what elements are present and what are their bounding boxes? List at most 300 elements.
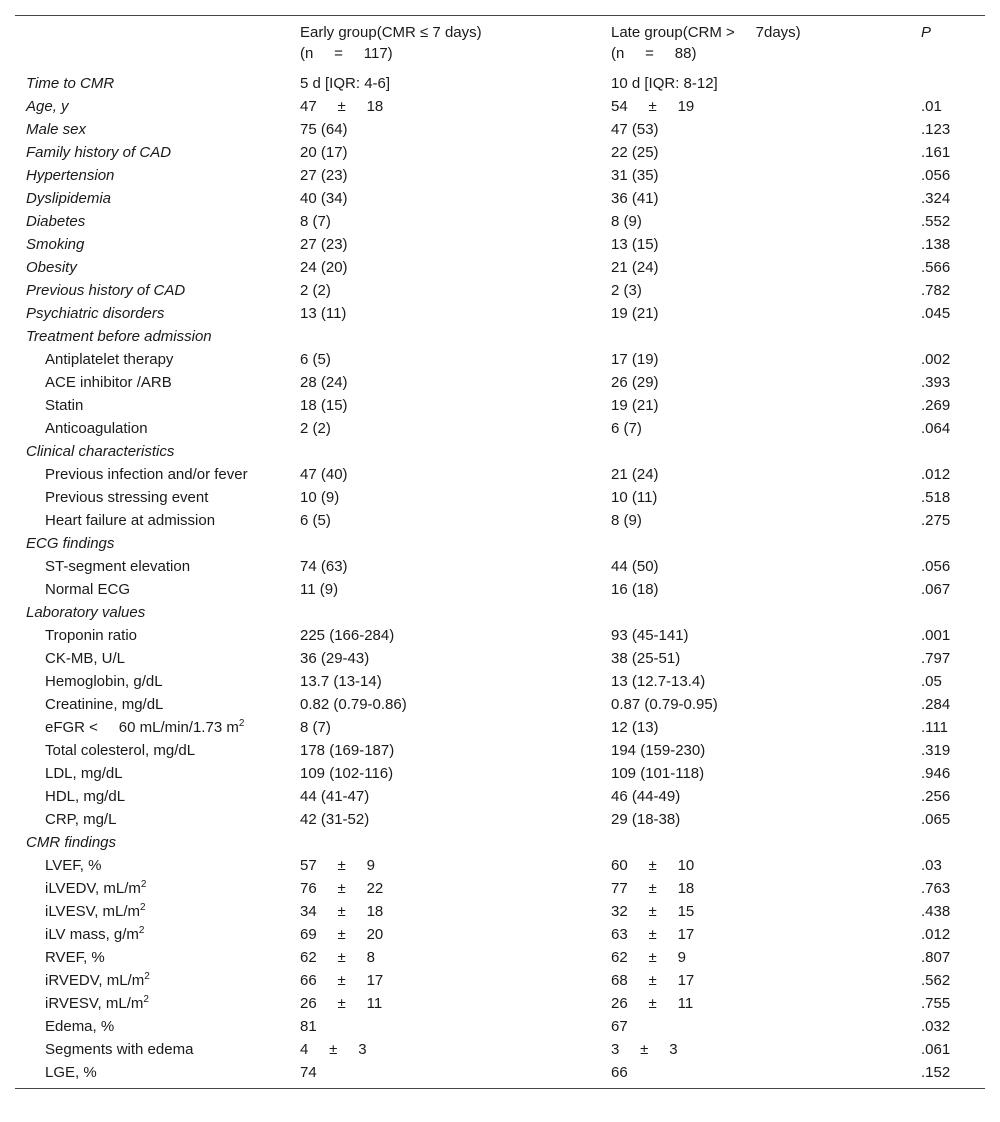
early-group-value: 8 (7) <box>300 213 331 230</box>
p-value: .552 <box>921 213 951 230</box>
row-label <box>15 118 289 141</box>
p-value: .002 <box>921 351 951 368</box>
p-value: .045 <box>921 305 951 322</box>
row-label <box>15 739 289 762</box>
late-group-cell <box>600 693 910 716</box>
late-group-cell <box>600 900 910 923</box>
table-row <box>15 624 985 647</box>
p-value-cell <box>910 187 985 210</box>
p-value: .755 <box>921 995 951 1012</box>
row-label-text: ECG findings <box>26 535 115 552</box>
section-row <box>15 601 985 624</box>
p-value-cell <box>910 463 985 486</box>
late-group-cell <box>600 279 910 302</box>
early-group-cell <box>289 509 600 532</box>
late-group-cell <box>600 302 910 325</box>
early-group-value: 225 (166-284) <box>300 627 395 644</box>
p-value-cell <box>910 900 985 923</box>
early-group-value: 57 ± 9 <box>300 857 375 874</box>
early-group-cell <box>289 394 600 417</box>
early-group-value: 69 ± 20 <box>300 926 384 943</box>
table-row <box>15 716 985 739</box>
table-row <box>15 70 985 95</box>
p-value-cell <box>910 233 985 256</box>
row-label <box>15 417 289 440</box>
row-label-text: Clinical characteristics <box>26 443 175 460</box>
table-row <box>15 187 985 210</box>
header-early-line2: (n = 117) <box>300 45 393 62</box>
early-group-value: 26 ± 11 <box>300 995 383 1012</box>
late-group-cell <box>600 95 910 118</box>
p-value: .03 <box>921 857 942 874</box>
row-label <box>15 877 289 900</box>
row-label <box>15 302 289 325</box>
early-group-value: 10 (9) <box>300 489 340 506</box>
late-group-cell <box>600 210 910 233</box>
section-label <box>15 440 289 463</box>
row-label-text: Obesity <box>26 259 77 276</box>
superscript: 2 <box>140 879 147 890</box>
p-value-cell <box>910 670 985 693</box>
early-group-value: 13.7 (13-14) <box>300 673 382 690</box>
early-group-cell <box>289 256 600 279</box>
late-group-cell <box>600 969 910 992</box>
late-group-cell <box>600 233 910 256</box>
p-value-cell <box>910 785 985 808</box>
early-group-cell <box>289 70 600 95</box>
row-label <box>15 70 289 95</box>
header-late-line1: Late group(CRM > 7days) <box>611 24 801 41</box>
section-row <box>15 831 985 854</box>
row-label-text: iLVEDV, mL/m <box>45 880 141 897</box>
p-value: .01 <box>921 98 942 115</box>
late-group-cell <box>600 118 910 141</box>
p-value: .319 <box>921 742 951 759</box>
late-group-cell <box>600 601 910 624</box>
late-group-cell <box>600 463 910 486</box>
row-label-text: Normal ECG <box>45 581 131 598</box>
late-group-value: 2 (3) <box>611 282 642 299</box>
row-label-text: RVEF, % <box>45 949 105 966</box>
p-value-cell <box>910 923 985 946</box>
early-group-cell <box>289 187 600 210</box>
early-group-cell <box>289 1038 600 1061</box>
table-row <box>15 233 985 256</box>
late-group-value: 0.87 (0.79-0.95) <box>611 696 718 713</box>
early-group-cell <box>289 279 600 302</box>
row-label-text: iRVESV, mL/m <box>45 995 144 1012</box>
row-label-text: Statin <box>45 397 84 414</box>
p-value-cell <box>910 693 985 716</box>
table-row <box>15 808 985 831</box>
early-group-cell <box>289 785 600 808</box>
table-row <box>15 509 985 532</box>
late-group-value: 68 ± 17 <box>611 972 695 989</box>
row-label <box>15 762 289 785</box>
p-value-cell <box>910 95 985 118</box>
row-label-text: Segments with edema <box>45 1041 194 1058</box>
early-group-value: 44 (41-47) <box>300 788 370 805</box>
late-group-value: 13 (12.7-13.4) <box>611 673 706 690</box>
row-label-text: Total colesterol, mg/dL <box>45 742 196 759</box>
row-label-text: LDL, mg/dL <box>45 765 123 782</box>
p-value-cell <box>910 279 985 302</box>
early-group-cell <box>289 670 600 693</box>
table-row <box>15 279 985 302</box>
late-group-cell <box>600 992 910 1015</box>
p-value-cell <box>910 210 985 233</box>
late-group-value: 13 (15) <box>611 236 659 253</box>
row-label-text: HDL, mg/dL <box>45 788 126 805</box>
header-row <box>15 16 985 70</box>
late-group-value: 3 ± 3 <box>611 1041 678 1058</box>
row-label <box>15 785 289 808</box>
row-label-text: Antiplatelet therapy <box>45 351 174 368</box>
row-label <box>15 1061 289 1088</box>
p-value-cell <box>910 1015 985 1038</box>
table-row <box>15 946 985 969</box>
row-label-text: Hypertension <box>26 167 115 184</box>
early-group-cell <box>289 693 600 716</box>
early-group-cell <box>289 532 600 555</box>
p-value-cell <box>910 440 985 463</box>
early-group-value: 75 (64) <box>300 121 348 138</box>
p-value-cell <box>910 348 985 371</box>
p-value: .393 <box>921 374 951 391</box>
early-group-cell <box>289 141 600 164</box>
early-group-cell <box>289 762 600 785</box>
row-label <box>15 348 289 371</box>
p-value: .324 <box>921 190 951 207</box>
row-label <box>15 716 289 739</box>
row-label <box>15 923 289 946</box>
late-group-cell <box>600 762 910 785</box>
p-value: .012 <box>921 466 951 483</box>
p-value-cell <box>910 992 985 1015</box>
row-label <box>15 647 289 670</box>
early-group-cell <box>289 486 600 509</box>
row-label-text: Family history of CAD <box>26 144 172 161</box>
row-label-text: Diabetes <box>26 213 86 230</box>
late-group-cell <box>600 716 910 739</box>
row-label <box>15 969 289 992</box>
early-group-cell <box>289 716 600 739</box>
early-group-cell <box>289 233 600 256</box>
table-row <box>15 164 985 187</box>
late-group-cell <box>600 532 910 555</box>
early-group-cell <box>289 900 600 923</box>
table-row <box>15 762 985 785</box>
table-row <box>15 670 985 693</box>
late-group-cell <box>600 486 910 509</box>
p-value-cell <box>910 624 985 647</box>
late-group-cell <box>600 394 910 417</box>
late-group-cell <box>600 509 910 532</box>
early-group-value: 13 (11) <box>300 305 347 322</box>
row-label-text: ST-segment elevation <box>45 558 191 575</box>
early-group-value: 74 <box>300 1064 317 1081</box>
p-value: .269 <box>921 397 951 414</box>
late-group-cell <box>600 854 910 877</box>
table-row <box>15 302 985 325</box>
row-label-text: iLVESV, mL/m <box>45 903 141 920</box>
p-value: .123 <box>921 121 951 138</box>
p-value: .032 <box>921 1018 951 1035</box>
section-label <box>15 532 289 555</box>
p-value: .05 <box>921 673 942 690</box>
late-group-cell <box>600 440 910 463</box>
p-value: .152 <box>921 1064 951 1081</box>
row-label-text: Age, y <box>26 98 69 115</box>
row-label-text: LGE, % <box>45 1064 97 1081</box>
table-row <box>15 1061 985 1088</box>
header-p-value: P <box>921 24 932 41</box>
p-value-cell <box>910 325 985 348</box>
late-group-value: 63 ± 17 <box>611 926 695 943</box>
late-group-value: 26 ± 11 <box>611 995 694 1012</box>
late-group-cell <box>600 187 910 210</box>
late-group-cell <box>600 877 910 900</box>
late-group-cell <box>600 808 910 831</box>
late-group-cell <box>600 670 910 693</box>
row-label-text: eFGR < 60 mL/min/1.73 m <box>45 719 239 736</box>
early-group-cell <box>289 739 600 762</box>
late-group-value: 19 (21) <box>611 305 659 322</box>
p-value: .782 <box>921 282 951 299</box>
section-label <box>15 325 289 348</box>
row-label <box>15 1038 289 1061</box>
early-group-value: 109 (102-116) <box>300 765 394 782</box>
late-group-cell <box>600 70 910 95</box>
late-group-cell <box>600 739 910 762</box>
late-group-cell <box>600 141 910 164</box>
row-label <box>15 394 289 417</box>
superscript: 2 <box>144 971 150 982</box>
late-group-cell <box>600 923 910 946</box>
bottom-rule <box>15 1088 985 1089</box>
p-value: .056 <box>921 558 951 575</box>
p-value: .566 <box>921 259 951 276</box>
row-label <box>15 670 289 693</box>
row-label <box>15 555 289 578</box>
p-value-cell <box>910 601 985 624</box>
early-group-cell <box>289 877 600 900</box>
late-group-value: 21 (24) <box>611 466 659 483</box>
late-group-cell <box>600 555 910 578</box>
p-value-cell <box>910 141 985 164</box>
p-value-cell <box>910 417 985 440</box>
early-group-cell <box>289 417 600 440</box>
p-value-cell <box>910 647 985 670</box>
row-label <box>15 509 289 532</box>
early-group-value: 27 (23) <box>300 236 348 253</box>
row-label-text: Previous infection and/or fever <box>45 466 248 483</box>
early-group-value: 36 (29-43) <box>300 650 370 667</box>
late-group-value: 10 (11) <box>611 489 658 506</box>
table-row <box>15 854 985 877</box>
late-group-value: 38 (25-51) <box>611 650 681 667</box>
p-value: .763 <box>921 880 951 897</box>
row-label-text: Previous history of CAD <box>26 282 186 299</box>
row-label-text: Creatinine, mg/dL <box>45 696 164 713</box>
p-value: .807 <box>921 949 951 966</box>
row-label-text: Time to CMR <box>26 75 115 92</box>
table-row <box>15 486 985 509</box>
late-group-value: 32 ± 15 <box>611 903 695 920</box>
early-group-cell <box>289 164 600 187</box>
early-group-value: 40 (34) <box>300 190 348 207</box>
row-label-text: Heart failure at admission <box>45 512 216 529</box>
p-value: .284 <box>921 696 951 713</box>
early-group-value: 8 (7) <box>300 719 331 736</box>
p-value-cell <box>910 831 985 854</box>
row-label-text: Smoking <box>26 236 85 253</box>
header-early-line1: Early group(CMR ≤ 7 days) <box>300 24 482 41</box>
p-value: .061 <box>921 1041 951 1058</box>
late-group-value: 67 <box>611 1018 628 1035</box>
row-label <box>15 1015 289 1038</box>
row-label <box>15 486 289 509</box>
p-value-cell <box>910 256 985 279</box>
p-value-cell <box>910 762 985 785</box>
late-group-cell <box>600 1015 910 1038</box>
row-label-text: Troponin ratio <box>45 627 137 644</box>
header-label <box>15 16 289 70</box>
row-label-text: iLV mass, g/m <box>45 926 139 943</box>
late-group-cell <box>600 1061 910 1088</box>
early-group-cell <box>289 1015 600 1038</box>
late-group-cell <box>600 647 910 670</box>
late-group-cell <box>600 417 910 440</box>
p-value: .946 <box>921 765 951 782</box>
table-row <box>15 417 985 440</box>
superscript: 2 <box>238 718 245 729</box>
row-label-text: Anticoagulation <box>45 420 148 437</box>
baseline-characteristics-table <box>15 15 985 1089</box>
early-group-value: 47 ± 18 <box>300 98 384 115</box>
p-value-cell <box>910 808 985 831</box>
early-group-cell <box>289 371 600 394</box>
row-label <box>15 371 289 394</box>
p-value: .138 <box>921 236 951 253</box>
p-value: .012 <box>921 926 951 943</box>
table-row <box>15 969 985 992</box>
early-group-cell <box>289 946 600 969</box>
table-row <box>15 371 985 394</box>
section-row <box>15 532 985 555</box>
table-row <box>15 348 985 371</box>
row-label <box>15 210 289 233</box>
p-value: .256 <box>921 788 951 805</box>
late-group-cell <box>600 325 910 348</box>
section-row <box>15 440 985 463</box>
p-value: .518 <box>921 489 951 506</box>
table-row <box>15 141 985 164</box>
row-label-text: Laboratory values <box>26 604 146 621</box>
late-group-value: 46 (44-49) <box>611 788 681 805</box>
table-row <box>15 992 985 1015</box>
late-group-value: 31 (35) <box>611 167 659 184</box>
early-group-value: 178 (169-187) <box>300 742 395 759</box>
p-value: .562 <box>921 972 951 989</box>
row-label <box>15 578 289 601</box>
late-group-value: 19 (21) <box>611 397 659 414</box>
row-label <box>15 854 289 877</box>
row-label-text: Treatment before admission <box>26 328 212 345</box>
p-value: .275 <box>921 512 951 529</box>
p-value: .111 <box>921 719 948 736</box>
late-group-value: 47 (53) <box>611 121 659 138</box>
p-value: .065 <box>921 811 951 828</box>
early-group-value: 2 (2) <box>300 282 331 299</box>
late-group-value: 17 (19) <box>611 351 659 368</box>
early-group-cell <box>289 348 600 371</box>
row-label <box>15 233 289 256</box>
p-value-cell <box>910 578 985 601</box>
late-group-value: 62 ± 9 <box>611 949 686 966</box>
p-value-cell <box>910 302 985 325</box>
p-value: .438 <box>921 903 951 920</box>
early-group-value: 47 (40) <box>300 466 348 483</box>
p-value-cell <box>910 118 985 141</box>
early-group-value: 24 (20) <box>300 259 348 276</box>
late-group-value: 60 ± 10 <box>611 857 695 874</box>
table-row <box>15 739 985 762</box>
row-label-text: CK-MB, U/L <box>45 650 126 667</box>
early-group-cell <box>289 831 600 854</box>
early-group-value: 66 ± 17 <box>300 972 384 989</box>
section-label <box>15 831 289 854</box>
table-row <box>15 1015 985 1038</box>
table-row <box>15 923 985 946</box>
p-value-cell <box>910 969 985 992</box>
row-label-text: Dyslipidemia <box>26 190 112 207</box>
row-label <box>15 279 289 302</box>
row-label-text: Psychiatric disorders <box>26 305 165 322</box>
row-label-text: Edema, % <box>45 1018 115 1035</box>
late-group-cell <box>600 348 910 371</box>
late-group-value: 26 (29) <box>611 374 659 391</box>
p-value-cell <box>910 877 985 900</box>
late-group-value: 12 (13) <box>611 719 659 736</box>
header-early-group <box>289 16 600 70</box>
table-row <box>15 463 985 486</box>
p-value-cell <box>910 854 985 877</box>
p-value-cell <box>910 1061 985 1088</box>
table-row <box>15 256 985 279</box>
early-group-value: 0.82 (0.79-0.86) <box>300 696 407 713</box>
late-group-value: 29 (18-38) <box>611 811 681 828</box>
late-group-cell <box>600 1038 910 1061</box>
early-group-cell <box>289 923 600 946</box>
early-group-value: 28 (24) <box>300 374 348 391</box>
row-label <box>15 95 289 118</box>
row-label-text: CMR findings <box>26 834 117 851</box>
row-label <box>15 808 289 831</box>
p-value-cell <box>910 394 985 417</box>
early-group-value: 20 (17) <box>300 144 348 161</box>
late-group-cell <box>600 164 910 187</box>
p-value-cell <box>910 371 985 394</box>
table-row <box>15 693 985 716</box>
row-label-text: CRP, mg/L <box>45 811 117 828</box>
early-group-cell <box>289 992 600 1015</box>
row-label <box>15 164 289 187</box>
row-label <box>15 992 289 1015</box>
row-label-text: Previous stressing event <box>45 489 209 506</box>
late-group-value: 8 (9) <box>611 512 642 529</box>
late-group-value: 77 ± 18 <box>611 880 695 897</box>
